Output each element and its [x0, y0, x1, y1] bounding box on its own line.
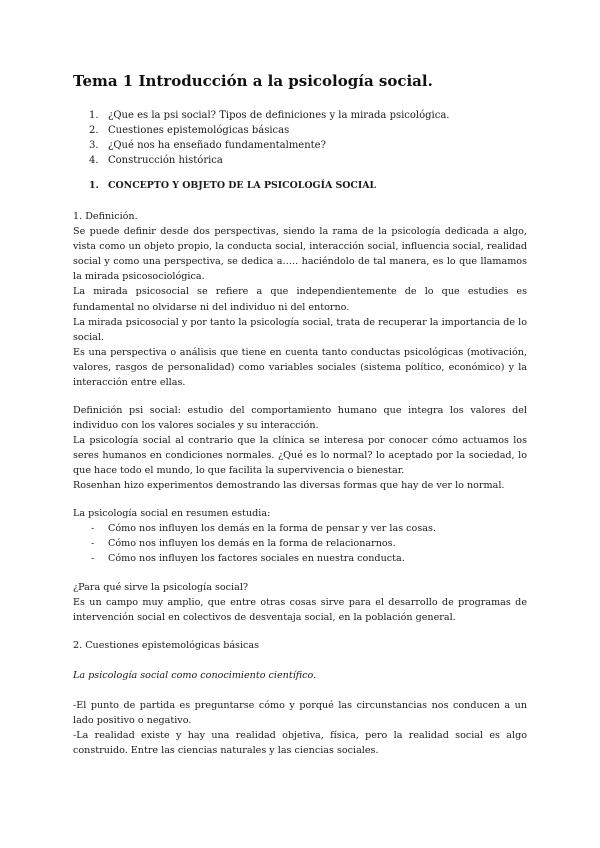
toc-item: 3. ¿Qué nos ha enseñado fundamentalmente? [89, 140, 326, 151]
paragraph: La mirada psicosocial y por tanto la psicología social, trata de recuperar la importancia de lo social. [73, 316, 527, 343]
studies-block [73, 506, 527, 566]
section-2-subheading-block [73, 668, 527, 683]
definition-psi-block [73, 403, 527, 494]
table-of-contents [89, 108, 449, 168]
list-item: - Cómo nos influyen los demás en la forma de relacionarnos. [91, 538, 396, 550]
toc-item: 2. Cuestiones epistemológicas básicas [89, 125, 290, 136]
section-heading: 1. CONCEPTO Y OBJETO DE LA PSICOLOGÍA SOCIAL [89, 180, 377, 191]
list-item: - Cómo nos influyen los factores sociales en nuestra conducta. [91, 553, 405, 565]
studies-list [73, 521, 527, 566]
section-2-heading: 2. Cuestiones epistemológicas básicas [73, 640, 260, 651]
paragraph: La mirada psicosocial se refiere a que independientemente de lo que estudies es fundamental no olvidarse ni del individuo ni del entorno. [73, 286, 527, 313]
studies-intro: La psicología social en resumen estudia: [73, 508, 271, 519]
paragraph: Es un campo muy amplio, que entre otras cosas sirve para el desarrollo de programas de intervención social en colectivos de desventaja social, en la población general. [73, 597, 527, 624]
toc-item: 1. ¿Que es la psi social? Tipos de definiciones y la mirada psicológica. [89, 110, 450, 121]
definition-block [73, 209, 527, 390]
document-title: Tema 1 Introducción a la psicología social. [73, 72, 433, 90]
paragraph: Es una perspectiva o análisis que tiene en cuenta tanto conductas psicológicas (motivación, valores, rasgos de personalidad) como variables sociales (sistema político, económico) y la interacción entre ellas. [73, 346, 527, 389]
paragraph: La psicología social al contrario que la clínica se interesa por conocer cómo actuamos los seres humanos en condiciones normales. ¿Qué es lo normal? lo aceptado por la sociedad, lo que hace todo el mundo, lo que facilita la supervivencia o bienestar. [73, 435, 527, 477]
toc-item: 4. Construcción histórica [89, 155, 223, 166]
section-2-heading-block [73, 638, 527, 653]
list-item: - Cómo nos influyen los demás en la forma de pensar y ver las cosas. [91, 523, 436, 535]
paragraph: Rosenhan hizo experimentos demostrando las diversas formas que hay de ver lo normal. [73, 480, 505, 492]
section-2-body [73, 698, 527, 758]
definition-label: 1. Definición. [73, 211, 138, 222]
paragraph: Se puede definir desde dos perspectivas, siendo la rama de la psicología dedicada a algo, vista como un objeto propio, la conducta social, interacción social, influencia social, realidad social y como una perspectiva, se dedica a….. haciéndolo de tal manera, es lo que llamamos la mirada psicosociológica. [73, 226, 527, 283]
purpose-block [73, 580, 527, 625]
paragraph: -La realidad existe y hay una realidad objetiva, física, pero la realidad social es algo construido. Entre las ciencias naturales y las ciencias sociales. [73, 730, 527, 757]
section-2-subheading: La psicología social como conocimiento científico. [73, 670, 317, 681]
paragraph: Definición psi social: estudio del comportamiento humano que integra los valores del individuo con los valores sociales y su interacción. [73, 405, 527, 432]
paragraph: -El punto de partida es preguntarse cómo y porqué las circunstancias nos conducen a un lado positivo o negativo. [73, 700, 527, 727]
purpose-question: ¿Para qué sirve la psicología social? [73, 582, 249, 593]
